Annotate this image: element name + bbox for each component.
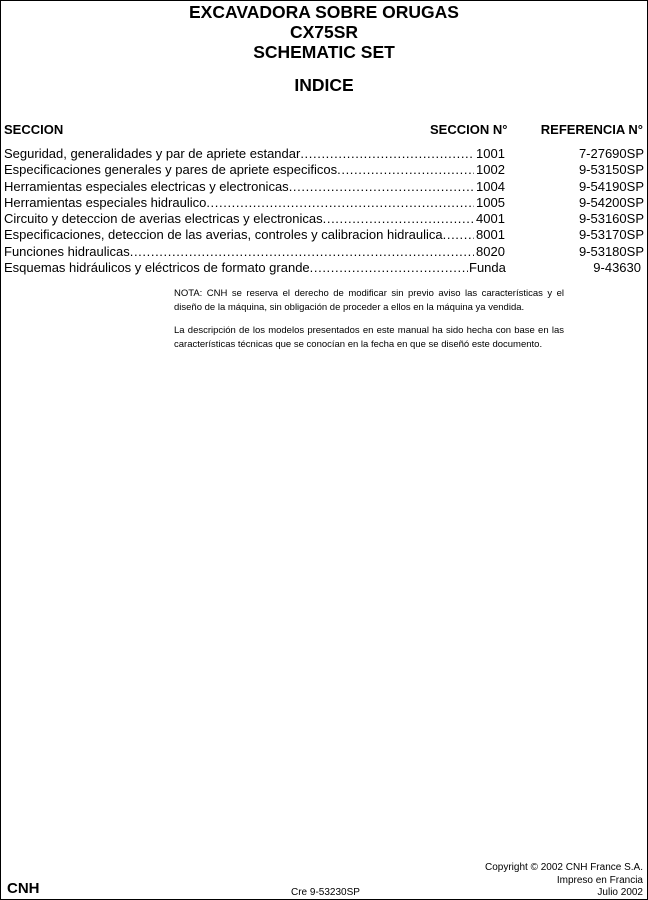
header-set-name: SCHEMATIC SET [253,42,395,62]
row-reference-no: 9-53180SP [578,243,644,259]
row-reference-no: 9-53150SP [578,162,644,178]
row-section-no: 8020 [476,243,505,259]
row-title: Esquemas hidráulicos y eléctricos de formato grande [4,260,310,276]
column-header-section: SECCION [4,122,64,137]
table-row [4,179,644,195]
note-model-description: La descripción de los modelos presentados en este manual ha sido hecha con base en las características técnicas que se conocían en la fecha en que se diseñó este documento. [174,325,564,350]
dot-leader [310,260,468,276]
row-reference-no: 9-53170SP [578,227,644,243]
row-section-no: 1005 [476,194,505,210]
table-row [4,227,644,243]
dot-leader [206,195,474,211]
printed-in-text: Impreso en Francia [556,874,643,886]
publication-date: Julio 2002 [597,887,643,898]
index-table [4,146,644,276]
row-section-no: 1002 [476,162,505,178]
row-title: Herramientas especiales hidraulico [4,194,207,210]
row-reference-no: 9-54200SP [578,194,644,210]
row-title: Circuito y deteccion de averias electricas y electronicas [4,211,323,227]
table-row [4,146,644,162]
dot-leader [300,146,474,162]
row-title: Especificaciones generales y pares de apriete especificos [4,162,338,178]
row-section-no: 4001 [476,211,505,227]
dot-leader [443,227,474,243]
row-reference-no: 7-27690SP [578,146,644,161]
row-title: Herramientas especiales electricas y electronicas [4,178,289,194]
column-header-section-no: SECCION N° [430,122,508,137]
row-title: Seguridad, generalidades y par de apriete estandar [4,146,301,161]
table-row [4,162,644,178]
cnh-logo: CNH [7,880,40,897]
row-section-no: 8001 [476,227,505,243]
row-title: Funciones hidraulicas [4,243,130,259]
row-title: Especificaciones, deteccion de las averias, controles y calibracion hidraulica [4,227,443,243]
table-row [4,195,644,211]
header-model: CX75SR [289,22,359,42]
note-rights-reserved: NOTA: CNH se reserva el derecho de modificar sin previo aviso las características y el diseño de la máquina, sin obligación de proceder a ellos en la máquina ya vendida. [174,288,564,313]
row-section-no: Funda [469,260,506,276]
table-row [4,211,644,227]
notes-block [174,287,564,361]
dot-leader [289,179,474,195]
row-reference-no: 9-54190SP [578,178,644,194]
dot-leader [337,162,474,178]
document-code: Cre 9-53230SP [291,887,360,898]
copyright-block [485,862,643,900]
column-header-reference-no: REFERENCIA N° [540,122,643,137]
index-title: INDICE [294,75,354,95]
document-header [1,2,647,62]
dot-leader [130,244,474,260]
table-row [4,244,644,260]
table-row [4,260,644,276]
row-section-no: 1004 [476,178,505,194]
row-section-no: 1001 [476,146,505,161]
row-reference-no: 9-43630 [593,260,641,276]
copyright-text: Copyright © 2002 CNH France S.A. [485,862,643,873]
header-machine-type: EXCAVADORA SOBRE ORUGAS [189,2,459,22]
row-reference-no: 9-53160SP [578,211,644,227]
dot-leader [323,211,474,227]
